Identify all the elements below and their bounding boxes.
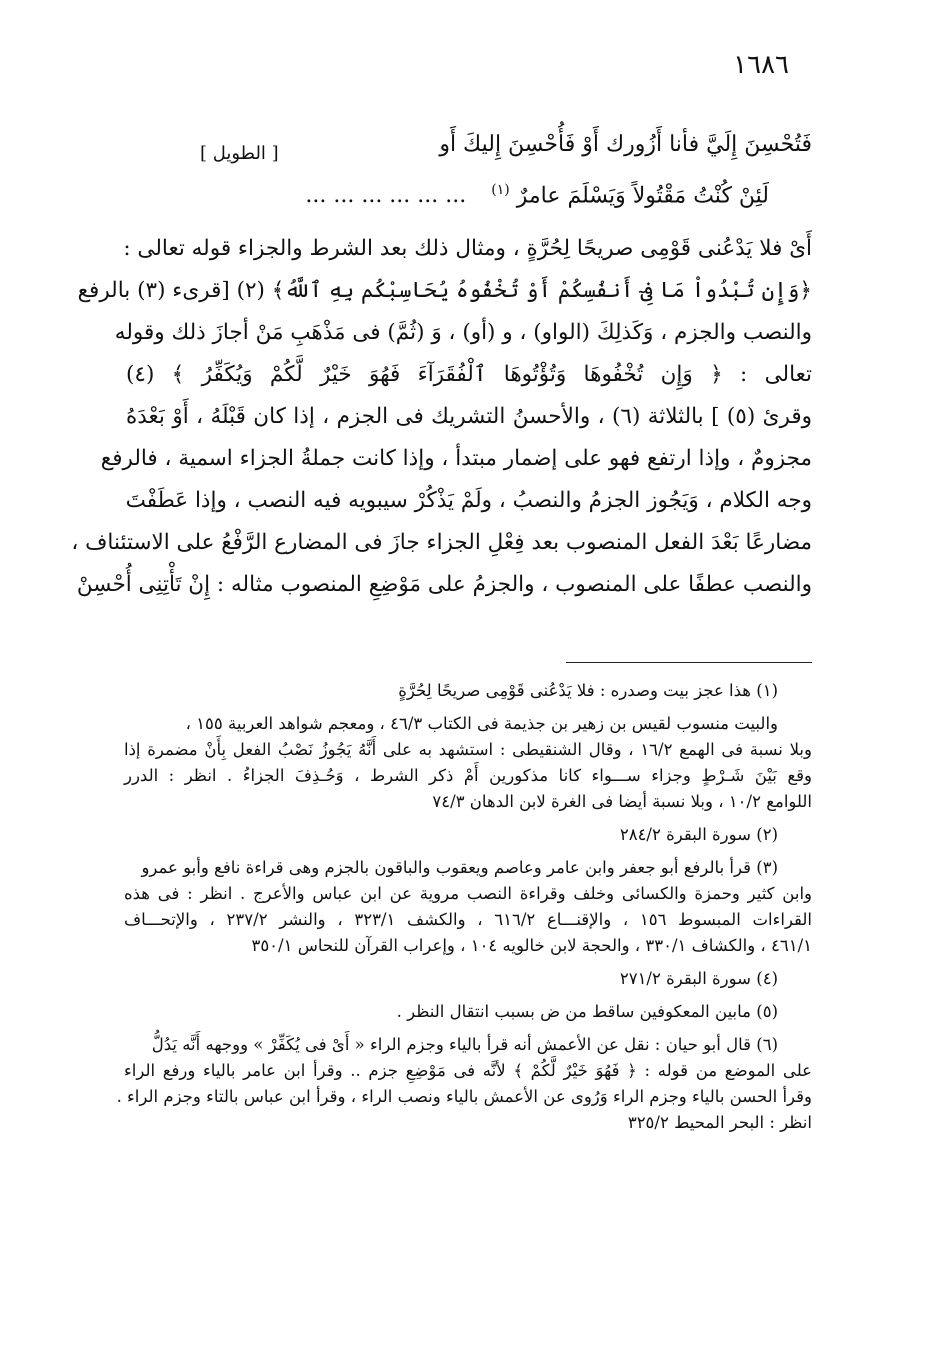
page-number: ١٦٨٦ xyxy=(733,50,789,80)
footnote xyxy=(116,1032,812,1136)
footnote xyxy=(124,678,812,704)
footnote-line: ٤٦١/١ ، والكشاف ٣٣٠/١ ، والحجة لابن خالويه ١٠٤ ، وإعراب القرآن للنحاس ٣٥٠/١ xyxy=(251,936,812,955)
footnote-first-line: (٦) قال أبو حيان : نقل عن الأعمش أنه قرأ بالياء وجزم الراء « أَىْ فى يُكَفِّرْ » ووجهه أَنَّه يَدُلُّ xyxy=(151,1035,778,1054)
body-line: وقرئ (٥) ] بالثلاثة (٦) ، والأحسنُ التشريك فى الجزم ، إذا كان قَبْلَهُ ، أَوْ بَعْدَهُ xyxy=(126,404,812,429)
body-line: وجه الكلام ، وَيَجُوز الجزمُ والنصبُ ، ولَمْ يَذْكُرْ سيبويه فيه النصب ، وإذا عَطَفْتَ xyxy=(125,488,812,513)
body-line: تعالى : ﴿ وَإِن تُخْفُوهَا وَتُؤْتُوهَا ٱلْفُقَرَآءَ فَهُوَ خَيْرٌ لَّكُمْ وَيُكَفِّرُ ﴾ (٤) xyxy=(126,362,812,387)
footnote-line: اللوامع ١٠/٢ ، وبلا نسبة أيضا فى الغرة لابن الدهان ٧٤/٣ xyxy=(432,792,812,811)
body-line: والنصب عطفًا على المنصوب ، والجزمُ على مَوْضِعِ المنصوب مثاله : إِنْ تَأْتِنِى أُحْسِنْ xyxy=(76,572,812,597)
footnote-line: وقرأ الحسن بالياء وجزم الراء وَرُوى عن الأعمش بالياء ونصب الراء ، وقرأ ابن عباس بالتاء وجزم الراء . xyxy=(116,1087,812,1106)
verse-line-2-dots: ... ... ... ... ... ... xyxy=(305,183,467,209)
footnote-first-line: (١) هذا عجز بيت وصدره : فلا يَدْعُنى قَوْمِى صريحًا لِحُرَّةٍ xyxy=(398,681,778,700)
verse-line-1-text: فَتُحْسِنَ إِلَيَّ فأنا أَزُورك أَوْ فَأُحْسِنَ إِليكَ أَو xyxy=(439,132,812,157)
footnote-first-line: (٥) مابين المعكوفين ساقط من ض بسبب انتقال النظر . xyxy=(396,1002,778,1021)
verse-line-2-text: لَئِنْ كُنْتُ مَقْتُولاً وَيَسْلَمَ عامرٌ xyxy=(516,183,769,209)
footnote-line: القراءات المبسوط ١٥٦ ، والإقنـــاع ٦١٦/٢ ، والكشف ٣٢٣/١ ، والنشر ٢٣٧/٢ ، والإتحـــاف xyxy=(124,910,813,929)
footnote-line: وقع بَيْنَ شَـرْطٍ وجزاء ســـواء كانا مذكورين أَمْ ذكر الشرط ، وَحُـذِفَ الجزاءُ . انظر : الدرر xyxy=(124,766,812,785)
footnotes xyxy=(116,678,813,1143)
footnote-divider xyxy=(566,662,812,663)
verse-line-2 xyxy=(305,182,769,208)
verse-line-1 xyxy=(439,132,812,157)
footnote xyxy=(124,822,812,848)
footnote-line: على الموضع من قوله : ﴿ فَهُوَ خَيْرٌ لَّكُمْ ﴾ لأنَّه فى مَوْضِعِ جزم .. وقرأ ابن عامر بالياء ورفع الراء xyxy=(124,1061,812,1080)
footnote-line: وبلا نسبة فى الهمع ١٦/٢ ، وقال الشنقيطى : استشهد به على أَنَّهُ يَجُوزُ نَصْبُ الفعل بِأَنْ مضمرة إذا xyxy=(124,740,812,759)
body-line: ﴿وَإِن تُبْدُواْ مَا فِىٓ أَنفُسِكُمْ أَوْ تُخْفُوهُ يُحَاسِبْكُم بِهِ ٱللَّهُ﴾ (٢) [قرىء (٣) بالرفع xyxy=(77,278,812,303)
footnote-first-line: (٤) سورة البقرة ٢٧١/٢ xyxy=(619,969,778,988)
footnote-line: وابن كثير وحمزة والكسائى وخلف وقراءة النصب مروية عن ابن عباس والأعرج . انظر : فى هذه xyxy=(124,884,812,903)
footnote xyxy=(124,855,812,959)
body-text xyxy=(71,228,812,606)
footnote xyxy=(124,711,812,815)
body-line: مجزومٌ ، وإذا ارتفع فهو على إضمار مبتدأ ، وإذا كانت جملةُ الجزاء اسمية ، فالرفع xyxy=(100,446,812,471)
footnote-first-line: (٢) سورة البقرة ٢٨٤/٢ xyxy=(619,825,778,844)
poetic-meter-label: [ الطويل ] xyxy=(200,143,279,164)
body-line: مضارعًا بَعْدَ الفعل المنصوب بعد فِعْلِ الجزاء جازَ فى المضارع الرَّفْعُ على الاستئناف ، xyxy=(71,530,812,555)
footnote xyxy=(124,999,812,1025)
body-line: والنصب والجزم ، وَكَذلِكَ (الواو) ، و (أو) ، وَ (ثُمَّ) فى مَذْهَبِ مَنْ أجازَ ذلك وقوله xyxy=(114,320,812,345)
footnote-line: انظر : البحر المحيط ٣٢٥/٢ xyxy=(627,1113,812,1132)
footnote xyxy=(124,966,812,992)
footnote-first-line: والبيت منسوب لقيس بن زهير بن جذيمة فى الكتاب ٤٦/٣ ، ومعجم شواهد العربية ١٥٥ ، xyxy=(185,714,778,733)
footnote-first-line: (٣) قرأ بالرفع أبو جعفر وابن عامر وعاصم ويعقوب والباقون بالجزم وهى قراءة نافع وأبو عمرو xyxy=(141,858,778,877)
verse-footnote-ref: (١) xyxy=(491,182,510,198)
body-line: أَىْ فلا يَدْعُنى قَوْمِى صريحًا لِحُرَّةٍ ، ومثال ذلك بعد الشرط والجزاء قوله تعالى : xyxy=(123,236,812,261)
